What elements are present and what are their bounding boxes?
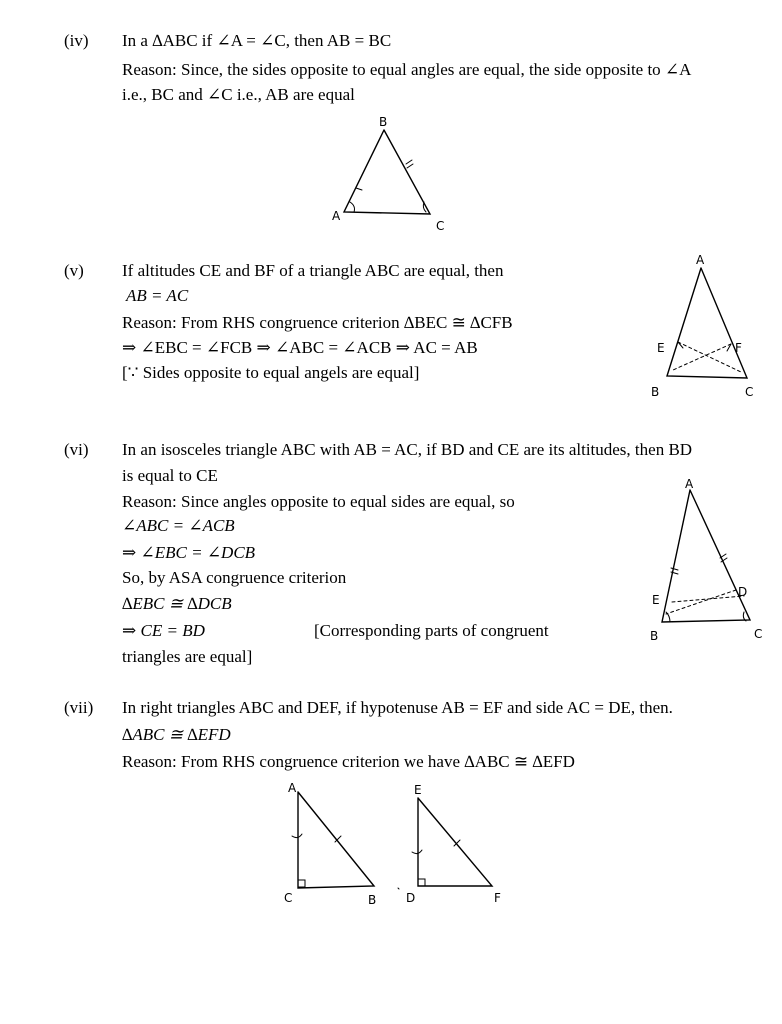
item-v-reason-line-3: [∵ Sides opposite to equal angels are equal] (122, 363, 420, 382)
item-iv-statement: In a ∆ABC if ∠A = ∠C, then AB = BC (122, 31, 392, 50)
item-vi-reason-line-1: Reason: Since angles opposite to equal sides are equal, so (122, 492, 515, 511)
vertex-label-c: C (754, 627, 763, 641)
vertex-label-c: C (436, 219, 445, 233)
item-vii-statement: In right triangles ABC and DEF, if hypotenuse AB = EF and side AC = DE, then. (122, 698, 673, 717)
triangle-figure-v (645, 248, 765, 408)
vertex-label-e: E (414, 783, 422, 797)
item-v-reason-line-2: ⇒ ∠EBC = ∠FCB ⇒ ∠ABC = ∠ACB ⇒ AC = AB (122, 338, 478, 357)
item-vi-angle-equality: ∠ABC = ∠ACB (122, 516, 235, 535)
item-vii-reason: Reason: From RHS congruence criterion we have ∆ABC ≅ ∆EFD (122, 752, 575, 771)
item-vi-conclusion: ⇒ CE = BD (122, 621, 205, 640)
vertex-label-a: A (288, 781, 297, 795)
item-vi-cpct-note: [Corresponding parts of congruent (314, 621, 549, 640)
vertex-label-a: A (696, 253, 705, 267)
item-v-conclusion: AB = AC (126, 286, 189, 305)
item-vi-implies-angles: ⇒ ∠EBC = ∠DCB (122, 543, 256, 562)
vertex-label-d: D (406, 891, 416, 905)
vertex-label-b: B (368, 893, 377, 907)
item-iv-reason-line-2: i.e., BC and ∠C i.e., AB are equal (122, 85, 355, 104)
triangle-figure-iv (330, 108, 460, 238)
vertex-label-b: B (379, 115, 388, 129)
vertex-label-a: A (332, 209, 341, 223)
vertex-label-c: C (745, 385, 754, 399)
vertex-label-b: B (651, 385, 660, 399)
item-vi-congruence: ∆EBC ≅ ∆DCB (122, 594, 232, 613)
item-vi-asa-line: So, by ASA congruence criterion (122, 568, 347, 587)
vertex-label-b: B (650, 629, 659, 643)
right-triangle-figures-vii (280, 778, 520, 908)
item-vi-statement-line-1: In an isosceles triangle ABC with AB = AC, if BD and CE are its altitudes, then BD (122, 440, 693, 459)
vertex-label-d: D (738, 585, 748, 599)
vertex-label-e: E (652, 593, 660, 607)
vertex-label-f: F (494, 891, 501, 905)
item-number-vii: (vii) (64, 698, 94, 717)
triangle-figure-vi (640, 478, 770, 648)
item-iv-reason-line-1: Reason: Since, the sides opposite to equal angles are equal, the side opposite to ∠A (122, 60, 692, 79)
item-number-iv: (iv) (64, 31, 89, 50)
item-number-v: (v) (64, 261, 84, 280)
vertex-label-a: A (685, 477, 694, 491)
item-vi-cpct-note-cont: triangles are equal] (122, 647, 253, 666)
vertex-label-f: F (735, 341, 742, 355)
item-number-vi: (vi) (64, 440, 89, 459)
vertex-label-c: C (284, 891, 293, 905)
vertex-label-e: E (657, 341, 665, 355)
item-v-statement: If altitudes CE and BF of a triangle ABC are equal, then (122, 261, 504, 280)
item-vi-statement-line-2: is equal to CE (122, 466, 218, 485)
item-v-reason-line-1: Reason: From RHS congruence criterion ∆BEC ≅ ∆CFB (122, 313, 513, 332)
item-vii-congruence: ∆ABC ≅ ∆EFD (122, 725, 231, 744)
